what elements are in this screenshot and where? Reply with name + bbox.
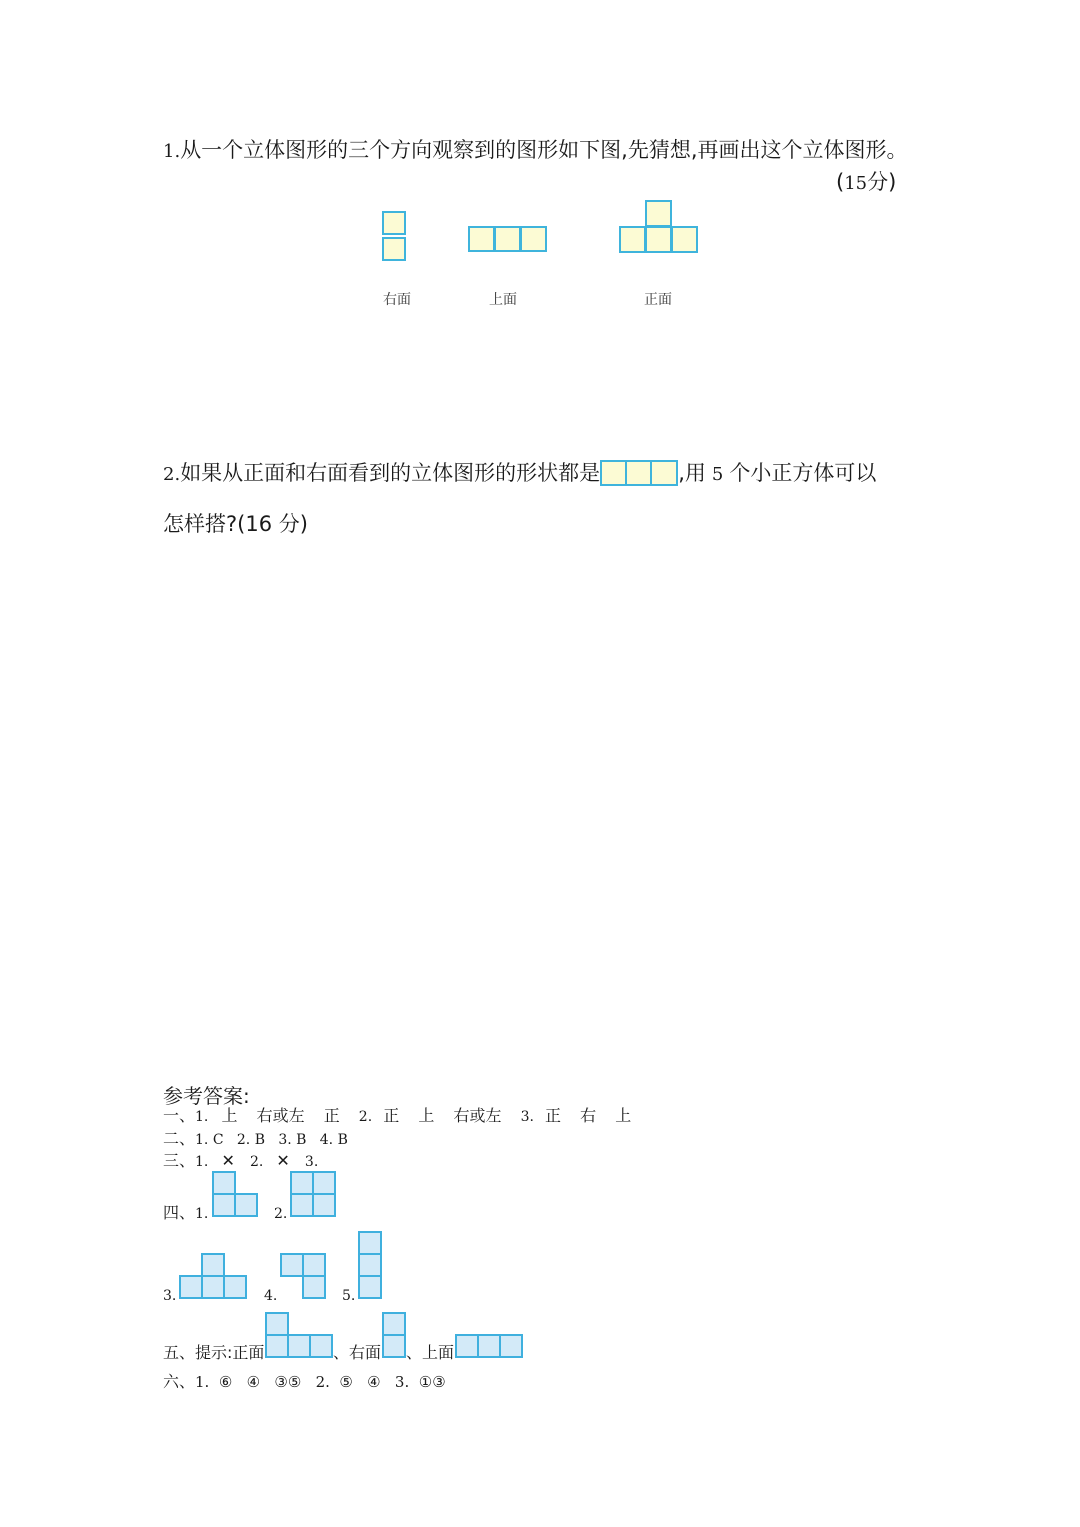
answer-row-5-right: 、右面 (333, 1343, 382, 1362)
question-2: 2.如果从正面和右面看到的立体图形的形状都是 ,用 5 个小正方体可以 (163, 461, 877, 485)
right-view-label: 右面 (383, 292, 411, 308)
answer-row-5-prefix: 五、提示:正面 (163, 1343, 265, 1362)
answer-4-2-label: 2. (274, 1206, 288, 1222)
question-1 (163, 140, 908, 161)
answer-4-3-label: 3. (163, 1288, 177, 1304)
question-1-number: 1. (163, 141, 181, 162)
question-2-line-2: 怎样搭?(16 分) (163, 512, 308, 536)
question-1-score: (15分) (836, 170, 897, 194)
question-2-number: 2. (163, 464, 181, 485)
answer-row-5-top: 、上面 (406, 1343, 455, 1362)
answer-4-5-label: 5. (342, 1288, 356, 1304)
question-1-text: 从一个立体图形的三个方向观察到的图形如下图,先猜想,再画出这个立体图形。 (180, 138, 908, 162)
answer-row-6: 六、1. ⑥ ④ ③⑤ 2. ⑤ ④ 3. ①③ (163, 1372, 446, 1391)
answer-row-3: 三、1. ✕ 2. ✕ 3. (163, 1151, 319, 1170)
answers-title: 参考答案: (163, 1084, 250, 1108)
top-view-label: 上面 (489, 292, 517, 308)
answer-row-4-prefix: 四、1. (163, 1203, 209, 1222)
inline-three-square-shape (600, 460, 678, 486)
answer-row-1: 一、1. 上 右或左 正 2. 正 上 右或左 3. 正 右 上 (163, 1106, 632, 1125)
answer-row-2: 二、1. C 2. B 3. B 4. B (163, 1129, 348, 1148)
front-view-label: 正面 (644, 292, 672, 308)
answer-4-4-label: 4. (264, 1288, 278, 1304)
